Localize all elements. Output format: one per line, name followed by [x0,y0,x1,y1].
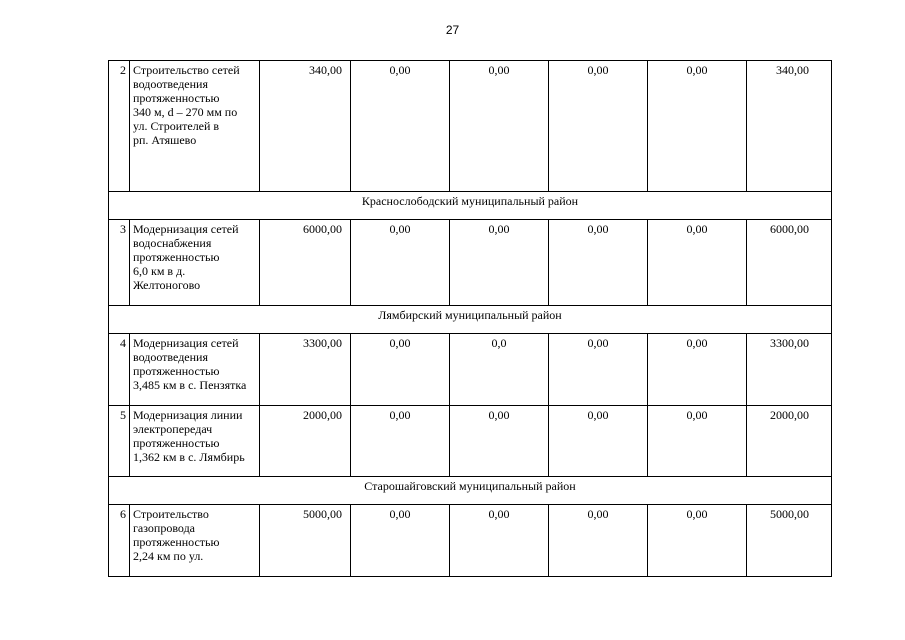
district-label: Краснослободский муниципальный район [109,192,832,220]
value-cell: 0,00 [648,505,747,577]
table-row [109,505,832,577]
investment-table [108,60,832,577]
value-cell: 5000,00 [747,505,832,577]
value-cell: 3300,00 [747,334,832,406]
district-label: Лямбирский муниципальный район [109,306,832,334]
value-cell: 0,00 [648,334,747,406]
project-name: Модернизация сетей водоотведения протяженностью 3,485 км в с. Пензятка [130,334,260,406]
table-row [109,406,832,477]
table-row [109,220,832,306]
value-total: 6000,00 [260,220,351,306]
value-cell: 0,00 [450,406,549,477]
value-total: 340,00 [260,61,351,192]
district-row [109,306,832,334]
value-cell: 2000,00 [747,406,832,477]
value-cell: 0,00 [450,505,549,577]
row-number: 4 [109,334,130,406]
value-cell: 0,00 [351,220,450,306]
district-row [109,192,832,220]
value-cell: 0,00 [648,220,747,306]
project-name: Модернизация линии электропередач протяженностью 1,362 км в с. Лямбирь [130,406,260,477]
row-number: 5 [109,406,130,477]
value-cell: 0,00 [351,406,450,477]
district-row [109,477,832,505]
value-cell: 340,00 [747,61,832,192]
project-name: Строительство газопровода протяженностью 2,24 км по ул. [130,505,260,577]
value-cell: 0,00 [549,220,648,306]
value-total: 2000,00 [260,406,351,477]
value-total: 3300,00 [260,334,351,406]
page-number: 27 [445,23,460,37]
row-number: 3 [109,220,130,306]
value-cell: 0,00 [648,61,747,192]
value-cell: 0,00 [450,220,549,306]
value-cell: 0,00 [351,334,450,406]
value-cell: 0,00 [549,61,648,192]
row-number: 6 [109,505,130,577]
value-cell: 0,00 [351,61,450,192]
value-cell: 6000,00 [747,220,832,306]
value-cell: 0,00 [549,505,648,577]
value-cell: 0,00 [351,505,450,577]
value-cell: 0,00 [549,406,648,477]
project-name: Модернизация сетей водоснабжения протяженностью 6,0 км в д. Желтоногово [130,220,260,306]
table-row [109,334,832,406]
value-cell: 0,00 [450,61,549,192]
value-cell: 0,00 [648,406,747,477]
district-label: Старошайговский муниципальный район [109,477,832,505]
row-number: 2 [109,61,130,192]
project-name: Строительство сетей водоотведения протяженностью 340 м, d – 270 мм по ул. Строителей в рп. Атяшево [130,61,260,192]
value-total: 5000,00 [260,505,351,577]
value-cell: 0,00 [549,334,648,406]
table-row [109,61,832,192]
value-cell: 0,0 [450,334,549,406]
